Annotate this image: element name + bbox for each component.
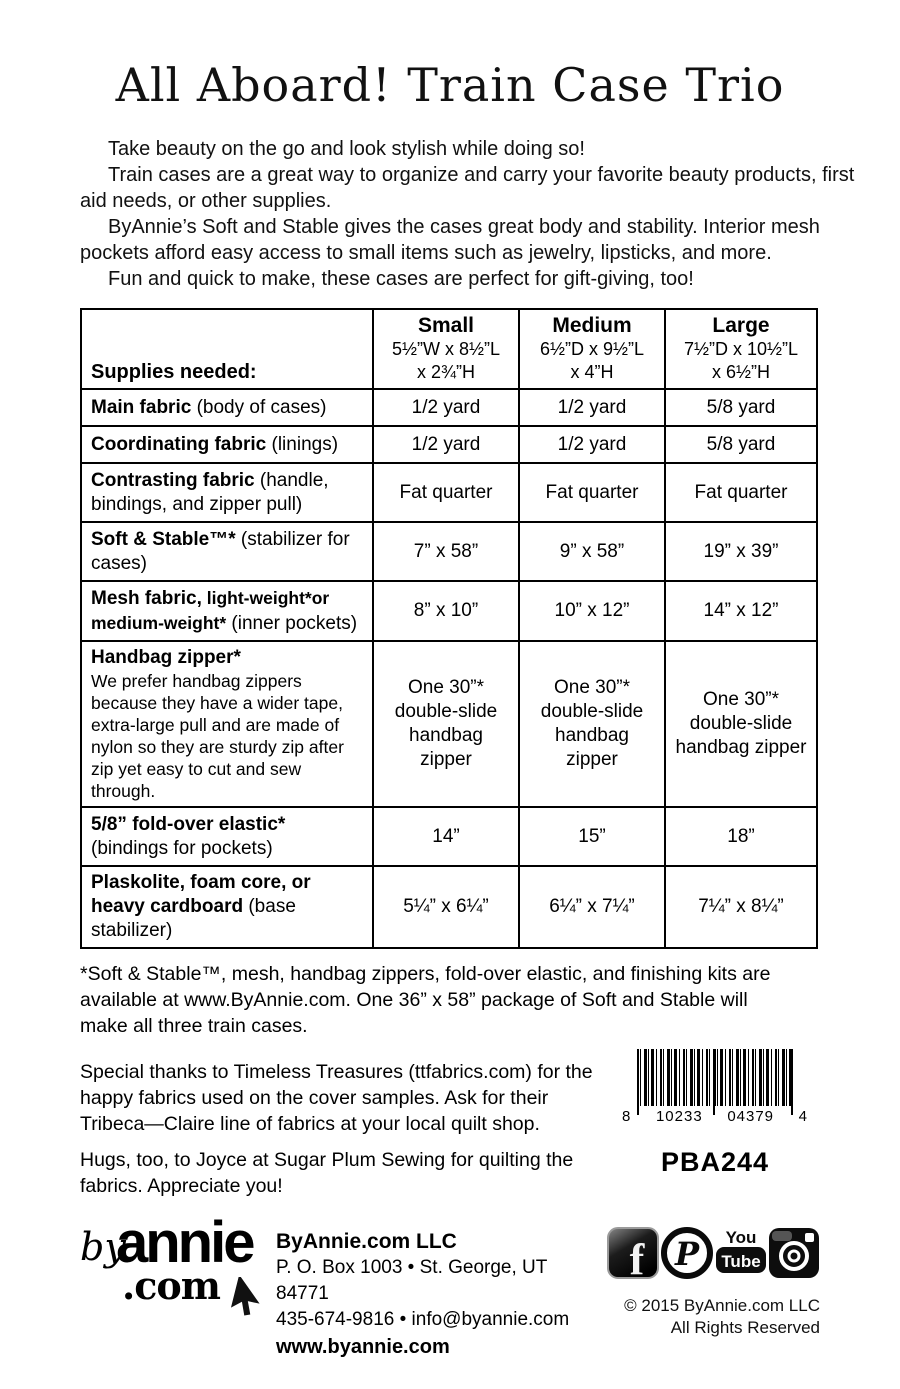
footer bbox=[80, 1210, 820, 1361]
table-row-soft-and-stable bbox=[81, 522, 817, 581]
cell-value: 5/8 yard bbox=[665, 389, 817, 426]
table-row-mesh-fabric bbox=[81, 581, 817, 641]
cell-value: One 30”* double-slide handbag zipper bbox=[665, 641, 817, 807]
row-label-bold: Main fabric bbox=[91, 396, 192, 418]
row-label-normal: (bindings for pockets) bbox=[91, 837, 273, 859]
hugs-paragraph: Hugs, too, to Joyce at Sugar Plum Sewing for quilting the fabrics. Appreciate you! bbox=[80, 1149, 574, 1197]
cell-value: 10” x 12” bbox=[519, 581, 665, 641]
cell-value: Fat quarter bbox=[519, 463, 665, 522]
cell-value: 18” bbox=[665, 807, 817, 866]
intro-text bbox=[80, 136, 858, 292]
svg-text:Tube: Tube bbox=[721, 1252, 761, 1271]
social-icons bbox=[607, 1225, 820, 1281]
cell-value: 7” x 58” bbox=[373, 522, 519, 581]
company-name: ByAnnie.com LLC bbox=[276, 1230, 457, 1253]
cell-value: 7¼” x 8¼” bbox=[665, 866, 817, 948]
row-label-note: We prefer handbag zippers because they have a wider tape, extra-large pull and are made of nylon so they are sturdy zip after zip yet easy to cut and sew through. bbox=[91, 671, 344, 801]
row-label-bold: Coordinating fabric bbox=[91, 433, 267, 455]
cell-value: 1/2 yard bbox=[519, 426, 665, 463]
intro-paragraph: ByAnnie’s Soft and Stable gives the cases great body and stability. Interior mesh pockets afford easy access to small items such as jewelry, lipsticks, and more. bbox=[80, 216, 820, 264]
intro-paragraph: Fun and quick to make, these cases are perfect for gift-giving, too! bbox=[108, 268, 694, 290]
cursor-arrow-icon bbox=[228, 1277, 268, 1321]
supplies-needed-label: Supplies needed: bbox=[81, 309, 373, 389]
barcode-guard-bar bbox=[713, 1049, 715, 1115]
row-label-normal: (body of cases) bbox=[191, 396, 327, 418]
cell-value: 5/8 yard bbox=[665, 426, 817, 463]
phone-email-line[interactable]: 435-674-9816 • info@byannie.com bbox=[276, 1309, 570, 1330]
credits-text bbox=[80, 1049, 610, 1199]
cell-value: 8” x 10” bbox=[373, 581, 519, 641]
barcode-digits: 8 10233 04379 4 bbox=[622, 1108, 808, 1125]
logo-annie-text: annie bbox=[116, 1210, 253, 1275]
contact-block bbox=[276, 1225, 573, 1361]
youtube-icon[interactable] bbox=[714, 1227, 768, 1279]
svg-text:f: f bbox=[630, 1235, 645, 1279]
table-row-main-fabric bbox=[81, 389, 817, 426]
copyright-notice: © 2015 ByAnnie.com LLC All Rights Reserved bbox=[624, 1296, 820, 1337]
table-row-fold-over-elastic bbox=[81, 807, 817, 866]
cell-value: Fat quarter bbox=[373, 463, 519, 522]
intro-paragraph: Take beauty on the go and look stylish while doing so! bbox=[108, 138, 585, 160]
address-line: P. O. Box 1003 • St. George, UT 84771 bbox=[276, 1257, 548, 1304]
column-header-medium: Medium 6½”D x 9½”L x 4”H bbox=[519, 309, 665, 389]
row-label-normal: (base stabilizer) bbox=[91, 896, 296, 941]
row-label-normal: (linings) bbox=[266, 433, 339, 455]
supplies-table bbox=[80, 308, 818, 949]
social-and-copyright bbox=[607, 1225, 820, 1361]
column-header-large: Large 7½”D x 10½”L x 6½”H bbox=[665, 309, 817, 389]
cell-value: 1/2 yard bbox=[373, 426, 519, 463]
pinterest-icon[interactable] bbox=[660, 1226, 714, 1280]
cell-value: 19” x 39” bbox=[665, 522, 817, 581]
barcode-image bbox=[637, 1049, 793, 1106]
row-label-bold: Contrasting fabric bbox=[91, 469, 255, 491]
column-header-small: Small 5½”W x 8½”L x 2¾”H bbox=[373, 309, 519, 389]
table-row-base-stabilizer bbox=[81, 866, 817, 948]
barcode-guard-bar bbox=[791, 1049, 793, 1115]
cell-value: 1/2 yard bbox=[373, 389, 519, 426]
cell-value: 1/2 yard bbox=[519, 389, 665, 426]
logo-com-text: .com bbox=[122, 1263, 220, 1308]
row-label-normal: (inner pockets) bbox=[226, 613, 358, 634]
row-label-normal: (handle, bindings, and zipper pull) bbox=[91, 469, 329, 515]
credits-and-barcode bbox=[80, 1049, 820, 1199]
row-label-bold: Soft & Stable™* bbox=[91, 528, 236, 550]
cell-value: One 30”* double-slide handbag zipper bbox=[373, 641, 519, 807]
cell-value: One 30”* double-slide handbag zipper bbox=[519, 641, 665, 807]
cell-value: 14” x 12” bbox=[665, 581, 817, 641]
pattern-number: PBA244 bbox=[660, 1147, 770, 1177]
logo-by-text: by bbox=[80, 1225, 126, 1269]
instagram-icon[interactable] bbox=[768, 1227, 820, 1279]
table-header-row bbox=[81, 309, 817, 389]
row-label-bold: Handbag zipper* bbox=[91, 647, 241, 668]
row-label-bold-small: light-weight*or medium-weight* bbox=[91, 588, 330, 633]
svg-text:P: P bbox=[674, 1235, 699, 1273]
cell-value: 15” bbox=[519, 807, 665, 866]
table-row-handbag-zipper bbox=[81, 641, 817, 807]
byannie-logo bbox=[80, 1210, 260, 1335]
svg-text:You: You bbox=[725, 1228, 757, 1247]
facebook-icon[interactable] bbox=[607, 1227, 659, 1279]
intro-paragraph: Train cases are a great way to organize and carry your favorite beauty products, first aid needs, or other supplies. bbox=[80, 164, 855, 212]
cell-value: 14” bbox=[373, 807, 519, 866]
row-label-bold: Mesh fabric, bbox=[91, 588, 202, 609]
availability-footnote: *Soft & Stable™, mesh, handbag zippers, fold-over elastic, and finishing kits are available at www.ByAnnie.com. One 36” x 58” package of Soft and Stable will make all three train cases. bbox=[80, 963, 771, 1037]
cell-value: 6¼” x 7¼” bbox=[519, 866, 665, 948]
special-thanks-paragraph: Special thanks to Timeless Treasures (ttfabrics.com) for the happy fabrics used on the cover samples. Ask for their Tribeca—Claire line of fabrics at your local quilt shop. bbox=[80, 1061, 593, 1135]
cell-value: Fat quarter bbox=[665, 463, 817, 522]
website-link[interactable]: www.byannie.com bbox=[276, 1336, 450, 1358]
table-row-coordinating-fabric bbox=[81, 426, 817, 463]
cell-value: 5¼” x 6¼” bbox=[373, 866, 519, 948]
table-row-contrasting-fabric bbox=[81, 463, 817, 522]
barcode-guard-bar bbox=[637, 1049, 639, 1115]
row-label-normal: (stabilizer for cases) bbox=[91, 528, 350, 574]
cell-value: 9” x 58” bbox=[519, 522, 665, 581]
row-label-bold: Plaskolite, foam core, or heavy cardboard bbox=[91, 872, 311, 917]
barcode-block bbox=[610, 1049, 820, 1199]
row-label-bold: 5/8” fold-over elastic* bbox=[91, 813, 286, 835]
page-title: All Aboard! Train Case Trio bbox=[115, 58, 785, 112]
